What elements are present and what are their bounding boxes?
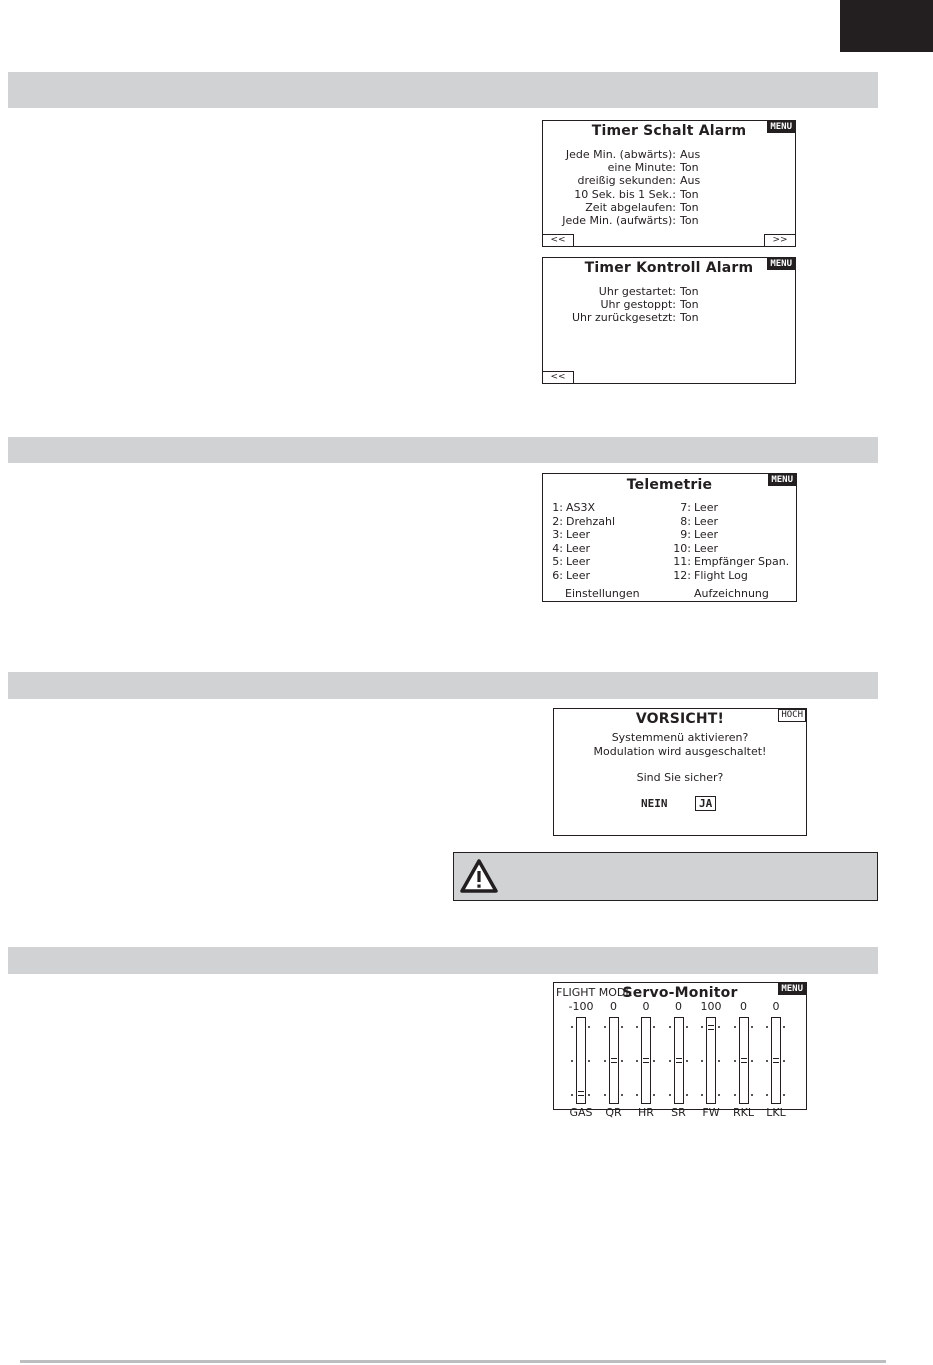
timer-kontroll-alarm-screen (542, 257, 796, 384)
telemetry-slot-list-left (549, 501, 615, 582)
setting-value[interactable]: Ton (680, 214, 699, 228)
servo-value-label: 0 (675, 1000, 682, 1013)
servo-tick-dot (718, 1060, 720, 1062)
settings-link[interactable]: Einstellungen (565, 587, 640, 600)
slot-number: 12: (673, 568, 691, 582)
servo-channel-label: GAS (569, 1106, 593, 1119)
setting-label: Jede Min. (abwärts): (565, 148, 676, 161)
setting-label: Uhr gestoppt: (600, 298, 676, 312)
servo-position-marker (643, 1058, 649, 1063)
menu-tag[interactable]: MENU (778, 983, 806, 995)
servo-tick-dot (571, 1094, 573, 1096)
servo-tick-dot (669, 1060, 671, 1062)
servo-bar (771, 1017, 781, 1104)
setting-value[interactable]: Aus (680, 174, 701, 188)
servo-value-label: 0 (610, 1000, 617, 1013)
slot-label: Leer (694, 514, 718, 528)
setting-value[interactable]: Ton (680, 187, 699, 201)
telemetry-slot[interactable] (671, 542, 789, 556)
telemetry-slot-list-right (671, 501, 789, 582)
setting-row[interactable] (543, 311, 743, 324)
servo-tick-dot (588, 1026, 590, 1028)
slot-number: 1: (552, 501, 563, 514)
servo-channel-lkl (761, 1000, 791, 1119)
telemetry-slot[interactable] (671, 528, 789, 542)
setting-row[interactable] (543, 214, 743, 227)
servo-channel-label: FW (702, 1106, 720, 1119)
slot-number: 2: (552, 514, 563, 528)
section-header-band-4 (8, 947, 878, 974)
telemetry-slot[interactable] (549, 528, 615, 542)
servo-tick-dot (686, 1094, 688, 1096)
slot-number: 11: (673, 555, 691, 568)
servo-tick-dot (636, 1094, 638, 1096)
servo-tick-dot (653, 1094, 655, 1096)
servo-channel-label: QR (605, 1106, 622, 1119)
servo-bar (706, 1017, 716, 1104)
servo-tick-dot (653, 1026, 655, 1028)
alarm-settings-list (543, 148, 743, 227)
servo-tick-dot (621, 1094, 623, 1096)
setting-row[interactable] (543, 188, 743, 201)
setting-label: Uhr gestartet: (598, 285, 676, 298)
nav-forward-button[interactable]: >> (764, 234, 795, 246)
servo-tick-dot (588, 1060, 590, 1062)
servo-tick-dot (621, 1026, 623, 1028)
servo-tick-dot (669, 1094, 671, 1096)
telemetry-slot[interactable] (549, 555, 615, 569)
section-header-band-3 (8, 672, 878, 699)
setting-row[interactable] (543, 174, 743, 187)
menu-tag[interactable]: MENU (767, 121, 795, 133)
no-button[interactable]: NEIN (641, 797, 668, 810)
slot-label: Leer (694, 501, 718, 514)
servo-tick-dot (604, 1094, 606, 1096)
servo-position-marker (611, 1058, 617, 1063)
servo-tick-dot (604, 1060, 606, 1062)
servo-tick-dot (766, 1094, 768, 1096)
servo-tick-dot (653, 1060, 655, 1062)
slot-number: 6: (552, 568, 563, 582)
telemetry-slot[interactable] (549, 569, 615, 583)
warning-line-2: Modulation wird ausgeschaltet! (593, 745, 767, 758)
servo-value-label: 100 (700, 1000, 722, 1013)
servo-tick-dot (766, 1060, 768, 1062)
setting-value[interactable]: Ton (680, 161, 699, 175)
servo-channel-hr (631, 1000, 661, 1119)
telemetry-slot[interactable] (549, 501, 615, 515)
menu-tag[interactable]: MENU (767, 258, 795, 270)
servo-channel-sr (664, 1000, 694, 1119)
section-header-band-1 (8, 72, 878, 108)
servo-tick-dot (783, 1094, 785, 1096)
servo-tick-dot (636, 1060, 638, 1062)
servo-value-label: 0 (642, 1000, 650, 1013)
servo-position-marker (676, 1058, 682, 1063)
servo-tick-dot (701, 1060, 703, 1062)
setting-row[interactable] (543, 298, 743, 311)
setting-value[interactable]: Aus (680, 148, 701, 161)
telemetry-slot[interactable] (549, 542, 615, 556)
telemetry-slot[interactable] (671, 569, 789, 583)
servo-tick-dot (751, 1026, 753, 1028)
servo-bar (576, 1017, 586, 1104)
setting-label: Jede Min. (aufwärts): (562, 214, 676, 228)
nav-back-button[interactable]: << (543, 234, 574, 246)
slot-number: 8: (680, 514, 691, 528)
footer-rule (20, 1360, 886, 1363)
servo-value-label: 0 (772, 1000, 780, 1013)
slot-label: Leer (566, 528, 590, 541)
servo-tick-dot (718, 1026, 720, 1028)
servo-value-label: -100 (568, 1000, 594, 1013)
slot-number: 4: (552, 541, 563, 555)
servo-channel-label: HR (638, 1106, 654, 1119)
setting-label: Zeit abgelaufen: (585, 200, 676, 214)
setting-row[interactable] (543, 285, 743, 298)
yes-button[interactable]: JA (695, 796, 716, 811)
warning-icon (459, 858, 499, 894)
servo-tick-dot (636, 1026, 638, 1028)
setting-value[interactable]: Ton (680, 200, 699, 214)
servo-bar (609, 1017, 619, 1104)
nav-back-button[interactable]: << (543, 371, 574, 383)
servo-position-marker (773, 1058, 779, 1063)
slot-number: 7: (680, 501, 691, 514)
servo-tick-dot (718, 1094, 720, 1096)
hoch-tag[interactable]: HOCH (778, 709, 806, 722)
servo-position-marker (578, 1091, 584, 1096)
servo-tick-dot (734, 1026, 736, 1028)
servo-bar (739, 1017, 749, 1104)
slot-number: 5: (552, 555, 563, 568)
servo-channel-label: SR (671, 1106, 686, 1119)
setting-value[interactable]: Ton (680, 298, 699, 312)
setting-label: eine Minute: (607, 161, 676, 175)
servo-value-label: 0 (740, 1000, 747, 1013)
servo-tick-dot (734, 1060, 736, 1062)
setting-label: Uhr zurückgesetzt: (571, 311, 676, 325)
confirm-question: Sind Sie sicher? (636, 771, 724, 784)
slot-number: 10: (673, 541, 691, 555)
vorsicht-warning-screen (553, 708, 807, 836)
section-header-band-2 (8, 437, 878, 463)
slot-label: Leer (566, 541, 590, 555)
servo-channel-label: RKL (733, 1106, 754, 1119)
servo-tick-dot (701, 1094, 703, 1096)
setting-value[interactable]: Ton (680, 285, 699, 298)
slot-label: Leer (566, 568, 590, 582)
servo-chart (554, 1000, 806, 1119)
servo-tick-dot (588, 1094, 590, 1096)
servo-channel-rkl (729, 1000, 759, 1119)
servo-tick-dot (604, 1026, 606, 1028)
slot-label: Drehzahl (566, 514, 616, 528)
servo-tick-dot (783, 1060, 785, 1062)
servo-position-marker (708, 1025, 714, 1030)
flight-mode-label: FLIGHT MODE (556, 986, 633, 999)
servo-tick-dot (751, 1060, 753, 1062)
setting-row[interactable] (543, 201, 743, 214)
servo-monitor-screen (553, 982, 807, 1119)
servo-channel-qr (599, 1000, 629, 1119)
slot-label: Leer (694, 541, 718, 555)
servo-channel-label: LKL (766, 1106, 786, 1119)
menu-tag[interactable]: MENU (768, 474, 796, 486)
servo-tick-dot (621, 1060, 623, 1062)
alarm-settings-list (543, 285, 743, 325)
servo-position-marker (741, 1058, 747, 1063)
timer-schalt-alarm-screen (542, 120, 796, 247)
servo-channel-gas (566, 1000, 596, 1119)
slot-number: 9: (680, 528, 691, 541)
servo-tick-dot (783, 1026, 785, 1028)
slot-label: Flight Log (694, 568, 748, 582)
servo-bar (641, 1017, 651, 1104)
slot-label: Leer (694, 528, 718, 541)
servo-tick-dot (571, 1060, 573, 1062)
telemetry-slot[interactable] (671, 501, 789, 515)
servo-tick-dot (686, 1060, 688, 1062)
setting-row[interactable] (543, 148, 743, 161)
telemetry-slot[interactable] (671, 515, 789, 529)
servo-channel-fw (696, 1000, 726, 1119)
servo-tick-dot (686, 1026, 688, 1028)
setting-row[interactable] (543, 161, 743, 174)
servo-tick-dot (734, 1094, 736, 1096)
warning-line-1: Systemmenü aktivieren? (611, 731, 749, 744)
telemetrie-screen (542, 473, 797, 602)
screen-title: Timer Schalt Alarm (591, 123, 747, 139)
slot-label: Empfänger Span. (694, 555, 790, 568)
slot-label: Leer (566, 555, 590, 568)
servo-tick-dot (751, 1094, 753, 1096)
telemetry-slot[interactable] (549, 515, 615, 529)
warning-box (453, 852, 878, 901)
page-tab-marker (840, 0, 933, 52)
telemetry-slot[interactable] (671, 555, 789, 569)
slot-number: 3: (552, 528, 563, 541)
screen-title: Timer Kontroll Alarm (584, 260, 754, 276)
servo-tick-dot (571, 1026, 573, 1028)
setting-value[interactable]: Ton (680, 311, 699, 325)
screen-title: Telemetrie (626, 477, 713, 493)
servo-tick-dot (701, 1026, 703, 1028)
servo-tick-dot (766, 1026, 768, 1028)
setting-label: dreißig sekunden: (577, 174, 676, 188)
slot-label: AS3X (566, 501, 596, 514)
logging-link[interactable]: Aufzeichnung (694, 587, 769, 600)
servo-bar (674, 1017, 684, 1104)
screen-title: VORSICHT! (635, 711, 725, 727)
screen-title: Servo-Monitor (622, 985, 738, 1001)
servo-tick-dot (669, 1026, 671, 1028)
setting-label: 10 Sek. bis 1 Sek.: (574, 187, 676, 201)
